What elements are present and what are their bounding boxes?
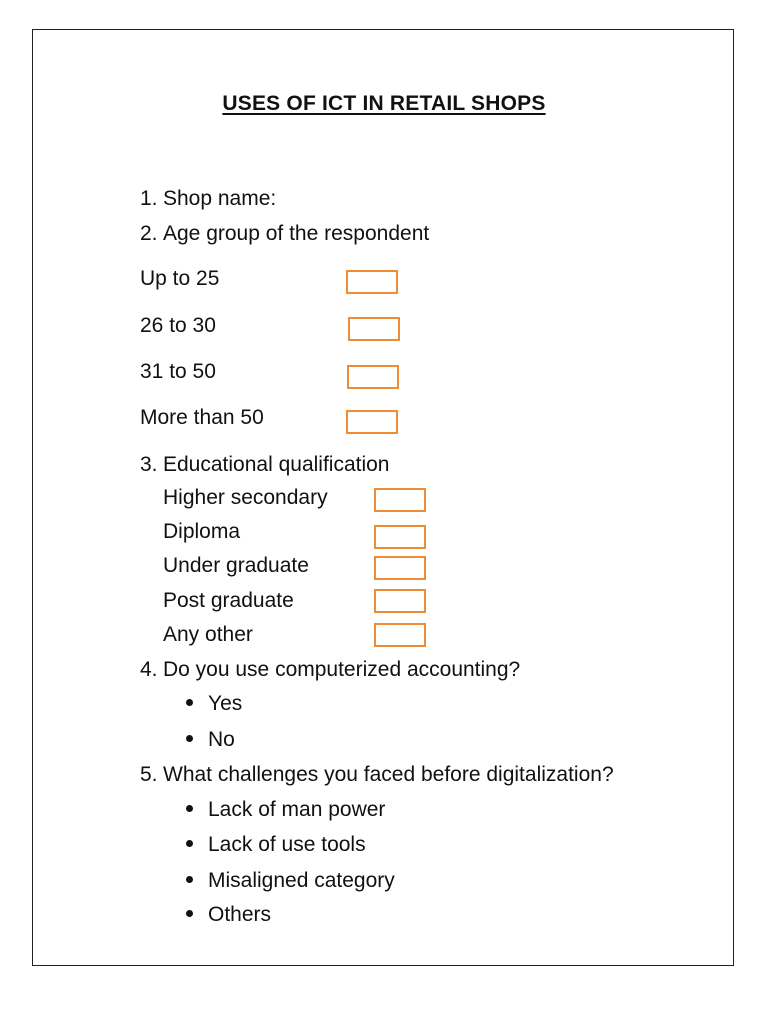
education-option-label: Post graduate [163,589,294,612]
question-2 [140,221,429,247]
age-option-label: 26 to 30 [140,314,216,337]
bullet-icon [186,876,193,883]
document-title: USES OF ICT IN RETAIL SHOPS [222,92,546,115]
age-option-label: 31 to 50 [140,360,216,383]
bullet-icon [186,699,193,706]
age-option-label: Up to 25 [140,267,220,290]
question-text: What challenges you faced before digitalization? [163,763,614,786]
education-option-label: Higher secondary [163,486,328,509]
age-26-to-30-checkbox[interactable] [348,317,400,341]
list-item[interactable] [186,727,235,753]
bullet-icon [186,735,193,742]
question-1 [140,186,276,212]
question-number: 2. [140,222,158,245]
option-text: Lack of man power [208,798,386,821]
list-item[interactable] [186,832,366,858]
education-post-graduate-checkbox[interactable] [374,589,426,613]
bullet-icon [186,910,193,917]
question-number: 5. [140,763,158,786]
option-text: Others [208,903,272,926]
age-31-to-50-checkbox[interactable] [347,365,399,389]
age-option-label: More than 50 [140,406,264,429]
bullet-icon [186,840,193,847]
list-item[interactable] [186,691,242,717]
option-text: No [208,728,235,751]
question-number: 1. [140,187,158,210]
question-text: Do you use computerized accounting? [163,658,521,681]
question-text: Shop name: [163,187,277,210]
question-4 [140,657,520,683]
age-up-to-25-checkbox[interactable] [346,270,398,294]
education-any-other-checkbox[interactable] [374,623,426,647]
question-number: 3. [140,453,158,476]
question-5 [140,762,614,788]
education-higher-secondary-checkbox[interactable] [374,488,426,512]
list-item[interactable] [186,868,395,894]
question-number: 4. [140,658,158,681]
bullet-icon [186,805,193,812]
age-more-than-50-checkbox[interactable] [346,410,398,434]
option-text: Lack of use tools [208,833,366,856]
education-under-graduate-checkbox[interactable] [374,556,426,580]
education-option-label: Any other [163,623,253,646]
list-item[interactable] [186,797,385,823]
education-diploma-checkbox[interactable] [374,525,426,549]
list-item[interactable] [186,902,271,928]
option-text: Yes [208,692,243,715]
education-option-label: Diploma [163,520,241,543]
option-text: Misaligned category [208,869,395,892]
question-3 [140,452,390,478]
question-text: Educational qualification [163,453,390,476]
question-text: Age group of the respondent [163,222,430,245]
education-option-label: Under graduate [163,554,309,577]
